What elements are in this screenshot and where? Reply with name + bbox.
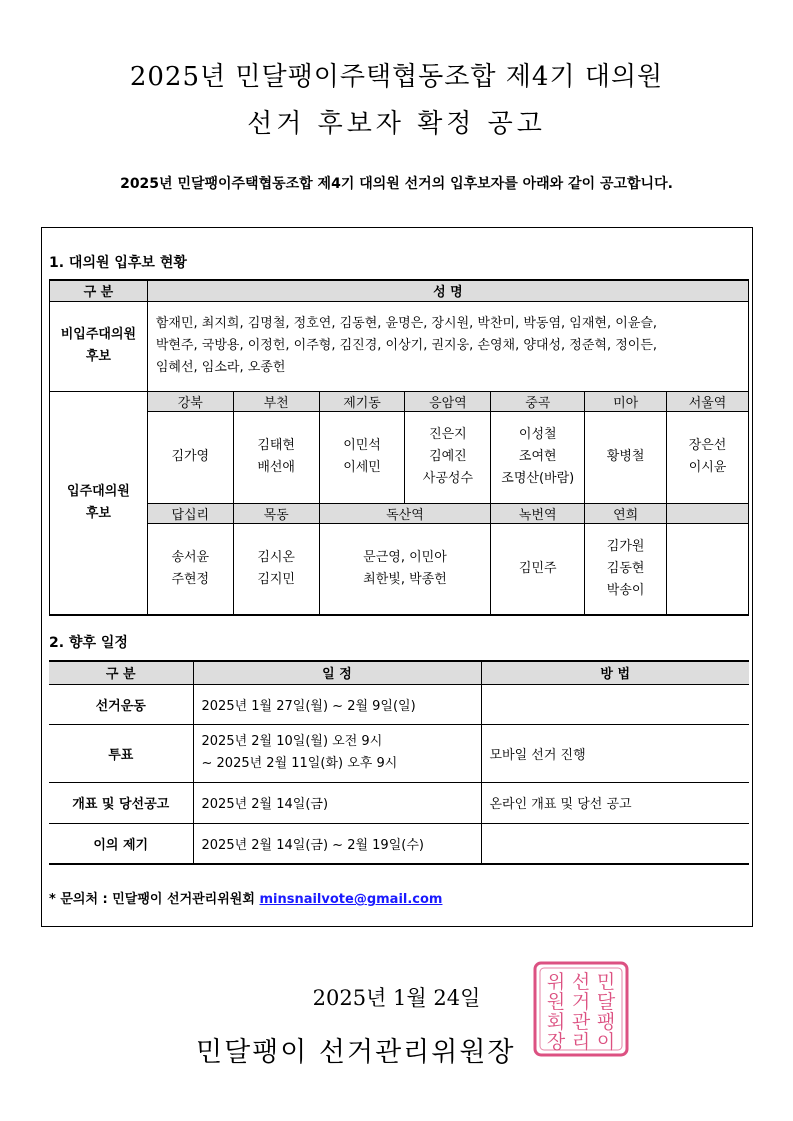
header-names: 성 명 [147, 280, 748, 301]
contact-label: * 문의처 : 민달팽이 선거관리위원회 [49, 892, 255, 907]
signer-name: 민달팽이 선거관리위원장 [196, 1037, 516, 1068]
section2-title: 2. 향후 일정 [49, 635, 128, 651]
schedule-date: 2025년 1월 27일(월) ~ 2월 9일(일) [193, 684, 481, 724]
house-candidates: 김태현 배선애 [233, 411, 319, 503]
house-name: 서울역 [667, 391, 749, 411]
schedule-date: 2025년 2월 10일(월) 오전 9시 ~ 2025년 2월 11일(화) 오후 9시 [193, 724, 481, 782]
schedule-method: 모바일 선거 진행 [481, 724, 749, 782]
house-empty [667, 503, 749, 523]
house-candidates: 송서윤 주현정 [147, 523, 233, 615]
seal-glyph: 달 [596, 991, 616, 1013]
house-candidates: 김가영 [147, 411, 233, 503]
official-seal-stamp [532, 960, 630, 1058]
house-name: 독산역 [319, 503, 491, 523]
seal-glyph: 이 [596, 1031, 616, 1053]
house-candidates: 김민주 [491, 523, 585, 615]
house-name: 목동 [233, 503, 319, 523]
house-name: 녹번역 [491, 503, 585, 523]
schedule-table [49, 660, 749, 865]
seal-glyph: 원 [546, 991, 566, 1013]
notice-box [41, 227, 753, 927]
house-name: 강북 [147, 391, 233, 411]
schedule-date: 2025년 2월 14일(금) [193, 782, 481, 823]
house-candidates: 진은지 김예진 사공성수 [405, 411, 491, 503]
contact-line [49, 888, 442, 907]
schedule-header-category: 구 분 [49, 661, 193, 684]
seal-glyph: 리 [571, 1031, 591, 1053]
house-candidates: 이민석 이세민 [319, 411, 405, 503]
seal-glyph: 관 [571, 1011, 591, 1033]
house-name: 응암역 [405, 391, 491, 411]
header-category: 구 분 [50, 280, 148, 301]
candidates-table [49, 279, 749, 616]
schedule-category: 선거운동 [49, 684, 193, 724]
seal-glyph: 팽 [596, 1011, 616, 1033]
nonresident-names: 함재민, 최지희, 김명철, 정호연, 김동현, 윤명은, 장시원, 박찬미, 박동염, 임재현, 이윤슬, 박현주, 국방용, 이정헌, 이주형, 김진경, 이상기, 권지웅, 손영채, 양대성, 정준혁, 정이든, 임혜선, 임소라, 오종헌 [147, 301, 748, 391]
house-candidates: 장은선 이시윤 [667, 411, 749, 503]
house-candidates: 문근영, 이민아 최한빛, 박종헌 [319, 523, 491, 615]
schedule-header-date: 일 정 [193, 661, 481, 684]
house-candidates: 이성철 조여현 조명산(바람) [491, 411, 585, 503]
house-name: 연희 [585, 503, 667, 523]
page-subtitle: 선거 후보자 확정 공고 [247, 109, 546, 139]
seal-glyph: 장 [546, 1031, 566, 1053]
house-name: 답십리 [147, 503, 233, 523]
house-candidates: 김가원 김동현 박송이 [585, 523, 667, 615]
page-title: 2025년 민달팽이주택협동조합 제4기 대의원 [129, 62, 664, 92]
nonresident-label: 비입주대의원 후보 [50, 301, 148, 391]
seal-glyph: 회 [546, 1011, 566, 1033]
schedule-date: 2025년 2월 14일(금) ~ 2월 19일(수) [193, 823, 481, 864]
notice-date: 2025년 1월 24일 [312, 986, 481, 1010]
schedule-category: 투표 [49, 724, 193, 782]
seal-glyph: 거 [571, 991, 591, 1013]
seal-glyph: 선 [571, 971, 591, 993]
section1-title: 1. 대의원 입후보 현황 [49, 255, 187, 271]
seal-glyph: 민 [596, 971, 616, 993]
house-name: 미아 [585, 391, 667, 411]
schedule-method: 온라인 개표 및 당선 공고 [481, 782, 749, 823]
house-candidates: 김시온 김지민 [233, 523, 319, 615]
schedule-header-method: 방 법 [481, 661, 749, 684]
schedule-method [481, 684, 749, 724]
house-name: 중곡 [491, 391, 585, 411]
house-candidates: 황병철 [585, 411, 667, 503]
schedule-category: 개표 및 당선공고 [49, 782, 193, 823]
intro-text: 2025년 민달팽이주택협동조합 제4기 대의원 선거의 입후보자를 아래와 같이 공고합니다. [120, 176, 673, 192]
resident-label: 입주대의원 후보 [50, 391, 148, 615]
contact-email-link[interactable]: minsnailvote@gmail.com [259, 892, 443, 907]
schedule-category: 이의 제기 [49, 823, 193, 864]
house-empty [667, 523, 749, 615]
house-name: 제기동 [319, 391, 405, 411]
seal-glyph: 위 [546, 971, 566, 993]
schedule-method [481, 823, 749, 864]
house-name: 부천 [233, 391, 319, 411]
